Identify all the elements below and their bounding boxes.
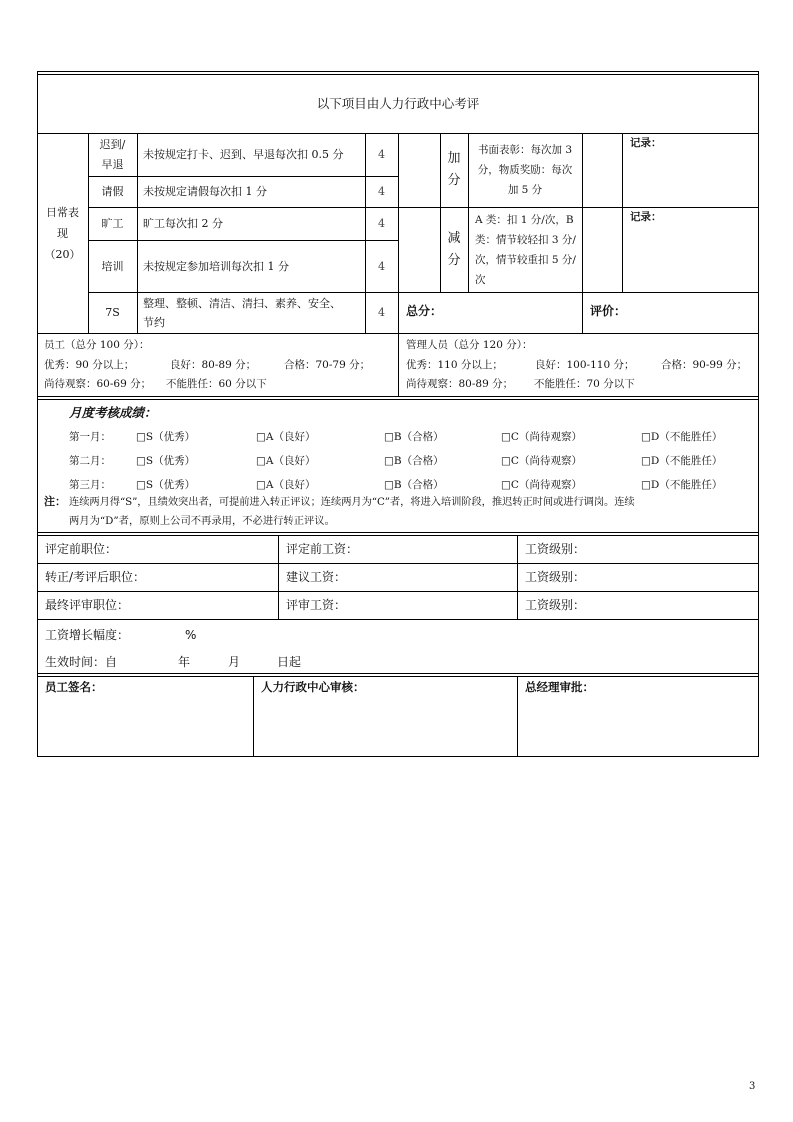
item-actual-score-absent[interactable] [398,207,440,240]
employee-signature-box[interactable] [37,676,253,756]
option-a[interactable]: □A（良好） [256,479,316,491]
manager-grade-standards [398,333,759,396]
option-a[interactable]: □A（良好） [256,431,316,443]
item-actual-score-training[interactable] [398,240,440,292]
page-number: 3 [749,1081,756,1092]
divider [37,535,759,536]
bonus-rule [468,133,582,207]
monthly-title: 月度考核成绩： [69,405,157,420]
right-border [758,71,759,757]
increase-unit: % [185,628,197,642]
daily-category [37,133,88,333]
option-d[interactable]: □D（不能胜任） [641,431,723,443]
employee-grade-excellent: 优秀：90 分以上； [44,359,135,371]
employee-grade-fail: 不能胜任：60 分以下 [166,378,267,390]
rule-line: 节约 [143,315,165,329]
penalty-score-input[interactable] [582,207,622,292]
item-name-line: 迟到/ [99,137,126,151]
rule-line: 次，情节较重扣 5 分/ [475,253,576,266]
employee-grade-pass: 合格：70-79 分； [284,359,371,371]
note-line-2: 两月为“D”者，原则上公司不再录用，不必进行转正评议。 [69,515,335,527]
total-score-field[interactable] [450,292,582,333]
manager-grade-pass: 合格：90-99 分； [661,359,748,371]
daily-category-line2: 现 [57,226,68,240]
effective-year: 年 [178,655,191,669]
item-score-absent: 4 [378,217,385,230]
label-line: 加 [447,151,461,166]
option-c[interactable]: □C（尚待观察） [501,431,582,443]
bonus-label [440,133,468,207]
rule-line: 整理、整顿、清洁、清扫、素养、安全、 [143,296,341,310]
section-title: 以下项目由人力行政中心考评 [316,96,480,111]
suggested-salary-label: 建议工资： [286,570,347,584]
option-c[interactable]: □C（尚待观察） [501,479,582,491]
month-label: 第一月： [69,431,111,443]
bonus-record-field[interactable] [622,152,758,207]
salary-level-label: 工资级别： [525,570,586,584]
item-rule-late: 未按规定打卡、迟到、早退每次扣 0.5 分 [143,148,344,161]
option-s[interactable]: □S（优秀） [136,479,196,491]
increase-label: 工资增长幅度： [45,628,130,642]
gm-approval-label: 总经理审批： [525,680,594,694]
hr-review-label: 人力行政中心审核： [261,680,365,694]
penalty-record-label: 记录： [630,211,662,223]
manager-grade-good: 良好：100-110 分； [535,359,635,371]
manager-grade-excellent: 优秀：110 分以上； [406,359,503,371]
note-label: 注： [44,495,66,508]
total-score-label: 总分： [406,304,443,318]
item-rule-training: 未按规定参加培训每次扣 1 分 [143,259,289,273]
manager-grade-title: 管理人员（总分 120 分）： [406,339,533,351]
salary-level-label: 工资级别： [525,542,586,556]
penalty-label [440,207,468,292]
month-row-1 [37,428,759,448]
label-line: 减 [447,230,461,246]
item-name-line: 早退 [101,157,124,171]
option-d[interactable]: □D（不能胜任） [641,479,723,491]
salary-level-label: 工资级别： [525,598,586,612]
rule-line: 书面表彰：每次加 3 [477,144,573,156]
penalty-record-field[interactable] [622,226,758,292]
evaluation-label: 评价： [590,304,627,318]
option-b[interactable]: □B（合格） [384,479,444,491]
position-after-label: 转正/考评后职位： [45,570,146,584]
option-s[interactable]: □S（优秀） [136,431,196,443]
option-s[interactable]: □S（优秀） [136,455,196,467]
rule-line: 次 [475,273,486,286]
review-salary-label: 评审工资： [286,598,347,612]
penalty-rule [468,207,582,292]
divider [37,399,759,400]
item-rule-absent: 旷工每次扣 2 分 [143,217,223,230]
item-rule-7s [137,292,365,333]
note-line-1: 连续两月得“S”，且绩效突出者，可提前进入转正评议；连续两月为“C”者，将进入培训阶段，推迟转正时间或进行调岗。连续 [69,496,635,508]
option-c[interactable]: □C（尚待观察） [501,455,582,467]
divider [517,535,518,619]
month-row-2 [37,452,759,472]
daily-category-line1: 日常表 [46,205,79,219]
effective-label: 生效时间：自 [45,655,118,669]
item-name-training: 培训 [101,259,124,273]
item-rule-leave: 未按规定请假每次扣 1 分 [143,185,267,198]
divider [278,535,279,619]
effective-month: 月 [228,655,241,669]
option-a[interactable]: □A（良好） [256,455,316,467]
item-name-absent: 旷工 [101,217,124,230]
employee-grade-title: 员工（总分 100 分）： [44,339,150,351]
rule-line: A 类：扣 1 分/次，B [475,213,574,226]
item-score-leave: 4 [378,185,385,198]
item-name-late [88,133,137,176]
employee-signature-label: 员工签名： [45,680,103,694]
manager-grade-observe: 尚待观察：80-89 分； [406,378,514,390]
rule-line: 类：情节较轻扣 3 分/ [475,233,576,246]
divider [37,563,759,564]
option-b[interactable]: □B（合格） [384,455,444,467]
daily-category-score: （20） [44,247,81,261]
item-actual-score-leave[interactable] [398,176,440,207]
divider [37,532,759,533]
label-line: 分 [447,173,461,188]
month-label: 第三月： [69,479,111,491]
rule-line: 分，物质奖励：每次 [477,164,573,176]
employee-grade-good: 良好：80-89 分； [170,359,257,371]
item-name-leave: 请假 [101,185,124,198]
item-actual-score-late[interactable] [398,133,440,176]
bottom-border [37,756,759,757]
manager-grade-fail: 不能胜任：70 分以下 [534,378,635,390]
bonus-record-label: 记录： [630,137,662,149]
salary-before-label: 评定前工资： [286,542,359,556]
hr-review-box[interactable] [253,676,517,756]
bonus-score-input[interactable] [582,133,622,207]
final-position-label: 最终评审职位： [45,598,130,612]
item-score-training: 4 [378,259,385,273]
divider [37,396,759,397]
item-score-7s: 4 [378,306,385,319]
rule-line: 加 5 分 [507,184,543,196]
divider [37,591,759,592]
employee-grade-standards [37,333,398,396]
month-label: 第二月： [69,455,111,467]
label-line: 分 [447,252,461,268]
top-border [37,71,759,72]
effective-day: 日起 [277,655,302,669]
item-name-7s: 7S [105,306,120,319]
evaluation-field[interactable] [630,292,758,333]
divider [37,619,759,620]
item-score-late: 4 [378,148,385,161]
position-before-label: 评定前职位： [45,542,118,556]
gm-approval-box[interactable] [517,676,758,756]
employee-grade-observe: 尚待观察：60-69 分； [44,378,152,390]
option-b[interactable]: □B（合格） [384,431,444,443]
divider [37,673,759,674]
option-d[interactable]: □D（不能胜任） [641,455,723,467]
